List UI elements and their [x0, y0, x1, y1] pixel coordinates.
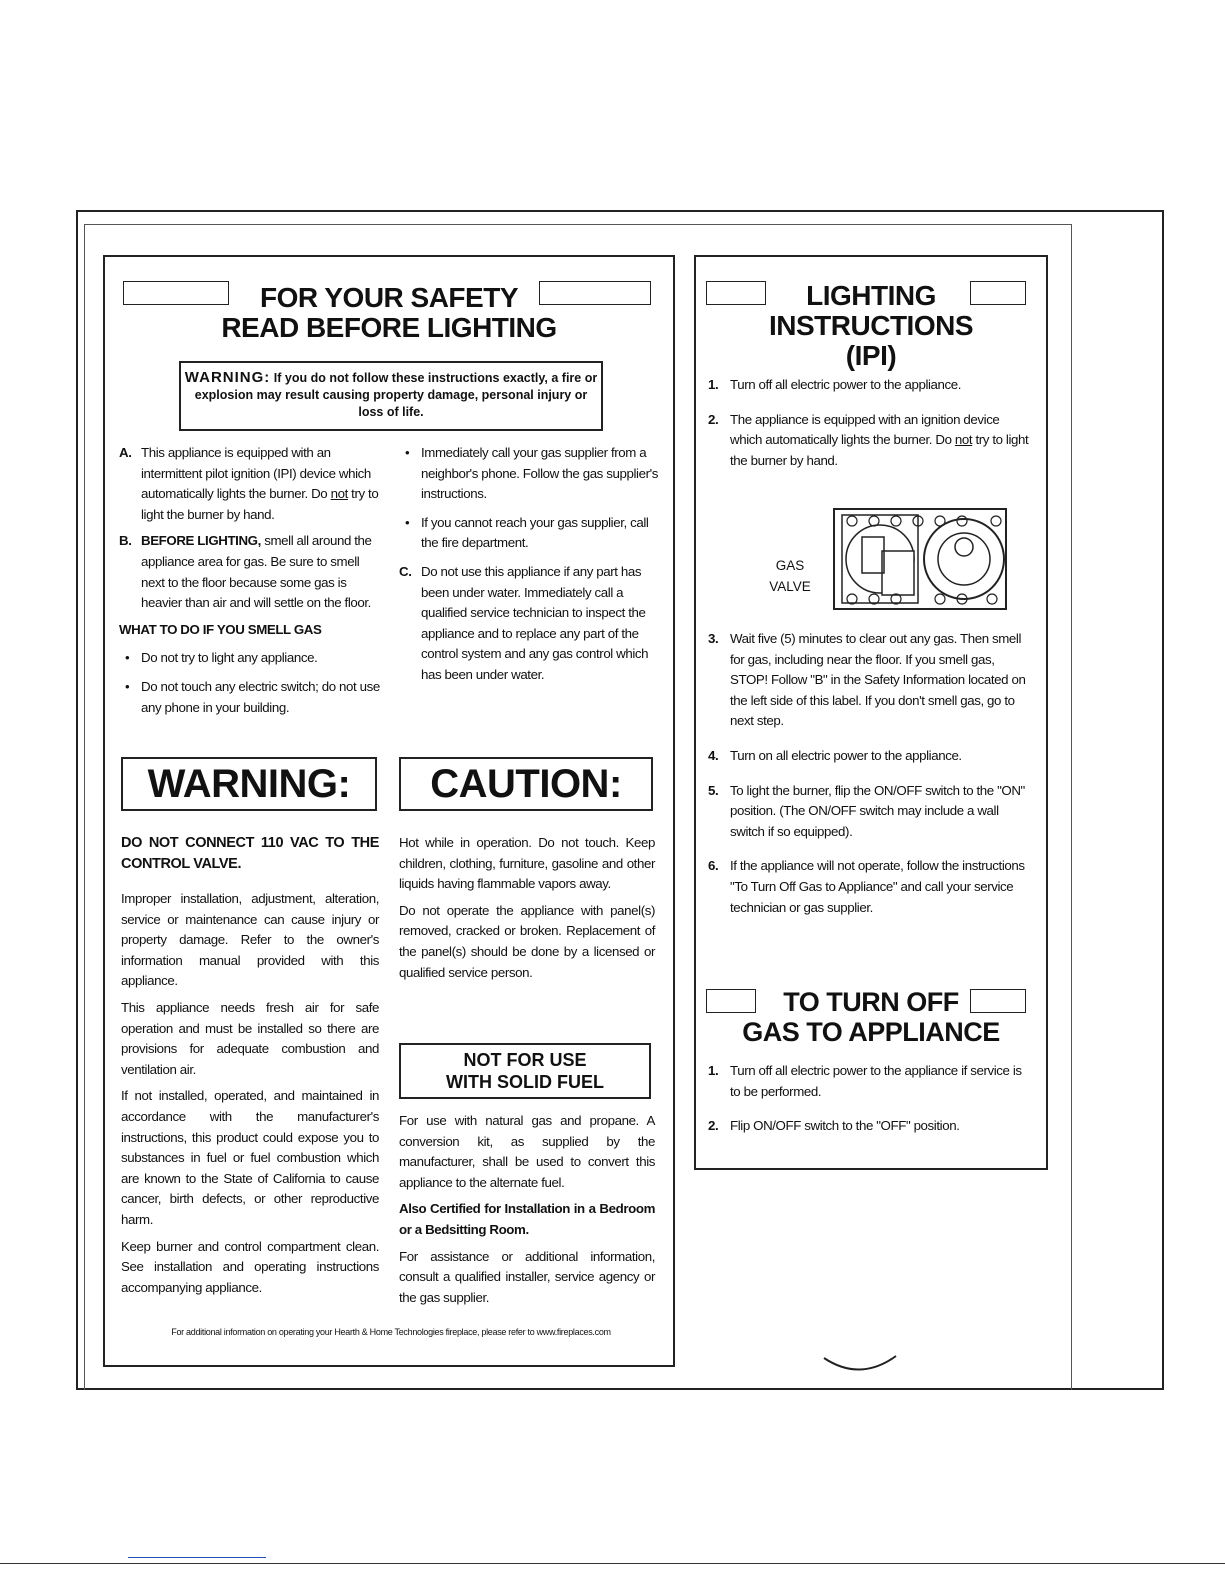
item-b-label: BEFORE LIGHTING, — [141, 533, 261, 549]
turnoff-step-2-number: 2. — [708, 1118, 719, 1134]
warning-para-fresh-air: This appliance needs fresh air for safe operation and must be installed so there are provisions for adequate combustion and ventilation air. — [121, 999, 379, 1077]
lighting-step-1 — [702, 375, 1030, 396]
step-3-text: Wait five (5) minutes to clear out any gas. Then smell for gas, including near the floor. If you smell gas, STOP! Follow "B" in the Safety Information located on the left side of this label. If you don't smell gas, go to next step. — [730, 631, 1026, 729]
step-2-not: not — [954, 432, 973, 448]
safety-title-line2: READ BEFORE LIGHTING — [221, 312, 557, 343]
safety-item-c — [399, 562, 663, 686]
warning-para-keep-clean: Keep burner and control compartment clean. See installation and operating instructions accompanying appliance. — [121, 1238, 379, 1295]
lighting-steps-top — [702, 375, 1030, 485]
warning-para-installation: Improper installation, adjustment, alteration, service or maintenance can cause injury or property damage. Refer to the owner's information manual provided with this appliance. — [121, 891, 379, 989]
caution-column — [399, 833, 655, 989]
item-c-text: Do not use this appliance if any part has been under water. Immediately call a qualified service technician to inspect the appliance and to replace any part of the control system and any gas control which has been under water. — [421, 563, 649, 682]
caution-column-lower — [399, 1111, 655, 1314]
bullet-no-light: • Do not try to light any appliance. — [119, 648, 383, 669]
caution-para-conversion: For use with natural gas and propane. A conversion kit, as supplied by the manufacturer, shall be used to convert this appliance to the alternate fuel. — [399, 1113, 655, 1190]
step-6-number: 6. — [708, 858, 719, 874]
warning-notice-text-first: If you do not follow these instructions — [273, 371, 500, 385]
step-2-text-end: try to light the burner by hand. — [730, 432, 1029, 468]
step-1-number: 1. — [708, 377, 719, 392]
safety-title-line1: FOR YOUR SAFETY — [259, 282, 518, 313]
step-2-number: 2. — [708, 411, 719, 427]
safety-panel — [103, 255, 675, 1367]
item-a-not: not — [330, 486, 348, 502]
item-a-text-end: try to light the burner by hand. — [141, 486, 379, 522]
turnoff-step-1 — [702, 1061, 1034, 1102]
step-4-number: 4. — [708, 747, 719, 763]
safety-item-b — [119, 531, 383, 613]
turnoff-title-line1: TO TURN OFF — [783, 987, 959, 1017]
caution-para-panels: Do not operate the appliance with panel(s) removed, cracked or broken. Replacement of the panel(s) should be done by a licensed or qualified service person. — [399, 902, 655, 980]
warning-notice-box — [179, 361, 603, 431]
bottom-link-underline — [128, 1557, 266, 1558]
step-2-text: The appliance is equipped with an ignition device which automatically lights the burner. Do — [730, 411, 1000, 448]
safety-footer: For additional information on operating your Hearth & Home Technologies fireplace, please refer to www.fireplaces.com — [171, 1327, 611, 1337]
turnoff-steps — [702, 1061, 1034, 1151]
solid-fuel-line1: NOT FOR USE — [463, 1050, 587, 1070]
item-a-text: This appliance is equipped with an intermittent pilot ignition (IPI) device which automatically lights the burner. Do — [141, 445, 371, 502]
gas-valve-diagram-icon — [832, 507, 1008, 611]
safety-column-1 — [119, 443, 383, 726]
turnoff-step-2-text: Flip ON/OFF switch to the "OFF" position. — [730, 1118, 960, 1134]
step-1-text: Turn off all electric power to the appliance. — [730, 377, 962, 392]
turnoff-step-2 — [702, 1116, 1034, 1137]
item-b-mark: B. — [119, 533, 132, 549]
lighting-step-3 — [702, 629, 1030, 732]
gas-valve-caption-line1: GAS — [775, 558, 805, 573]
item-b-text: smell all around the appliance area for gas. Be sure to smell next to the floor because some gas is heavier than air and will settle on the floor. — [141, 533, 372, 611]
bottom-rule — [0, 1563, 1225, 1564]
turnoff-step-1-text: Turn off all electric power to the appliance if service is to be performed. — [730, 1063, 1022, 1099]
warning-notice-label: WARNING: — [184, 369, 271, 386]
step-4-text: Turn on all electric power to the appliance. — [730, 747, 962, 763]
lighting-title-line3: (IPI) — [845, 340, 897, 371]
safety-column-2 — [399, 443, 663, 692]
no-110vac-heading: DO NOT CONNECT 110 VAC TO THE CONTROL VALVE. — [121, 835, 379, 872]
turnoff-title-line2: GAS TO APPLIANCE — [742, 1017, 1000, 1047]
lighting-title-line2: INSTRUCTIONS — [769, 310, 973, 341]
smell-gas-heading: WHAT TO DO IF YOU SMELL GAS — [119, 621, 322, 637]
lighting-step-2 — [702, 410, 1030, 472]
curve-mark-icon — [820, 1352, 900, 1376]
step-6-text: If the appliance will not operate, follow the instructions "To Turn Off Gas to Appliance" and call your service technician or gas supplier. — [730, 858, 1025, 915]
safety-item-a — [119, 443, 383, 525]
bullet-fire-department: • If you cannot reach your gas supplier, call the fire department. — [399, 513, 663, 554]
warning-big-box: WARNING: — [121, 757, 377, 811]
solid-fuel-box — [399, 1043, 651, 1099]
lighting-steps-bottom — [702, 629, 1030, 932]
lighting-title-line1: LIGHTING — [806, 280, 936, 311]
bullet-call-supplier: • Immediately call your gas supplier from a neighbor's phone. Follow the gas supplier's instructions. — [399, 443, 663, 505]
caution-para-assistance: For assistance or additional information, consult a qualified installer, service agency or the gas supplier. — [399, 1248, 655, 1305]
lighting-step-4 — [702, 746, 1030, 767]
step-3-number: 3. — [708, 631, 719, 646]
step-5-text: To light the burner, flip the ON/OFF switch to the "ON" position. (The ON/OFF switch may include a wall switch if so equipped). — [730, 782, 1025, 839]
warning-notice-text-rest: exactly, a fire or explosion may result causing property damage, personal injury or loss of life. — [194, 371, 598, 419]
step-5-number: 5. — [708, 782, 719, 798]
lighting-panel — [694, 255, 1048, 1170]
warning-para-california: If not installed, operated, and maintained in accordance with the manufacturer's instructions, this product could expose you to substances in fuel or fuel combustion which are known to the State of California to cause cancer, birth defects, or other reproductive harm. — [121, 1088, 379, 1227]
lighting-step-6 — [702, 856, 1030, 918]
turnoff-step-1-number: 1. — [708, 1063, 719, 1078]
item-c-mark: C. — [399, 563, 412, 579]
gas-valve-caption — [760, 555, 820, 597]
item-a-mark: A. — [119, 445, 132, 460]
caution-para-certified: Also Certified for Installation in a Bedroom or a Bedsitting Room. — [399, 1201, 655, 1237]
lighting-step-5 — [702, 781, 1030, 843]
caution-big-box: CAUTION: — [399, 757, 653, 811]
solid-fuel-line2: WITH SOLID FUEL — [446, 1072, 604, 1092]
caution-para-hot: Hot while in operation. Do not touch. Keep children, clothing, furniture, gasoline and other liquids having flammable vapors away. — [399, 835, 655, 892]
warning-column — [121, 833, 379, 1304]
gas-valve-caption-line2: VALVE — [769, 579, 811, 594]
bullet-no-switch: • Do not touch any electric switch; do not use any phone in your building. — [119, 677, 383, 718]
